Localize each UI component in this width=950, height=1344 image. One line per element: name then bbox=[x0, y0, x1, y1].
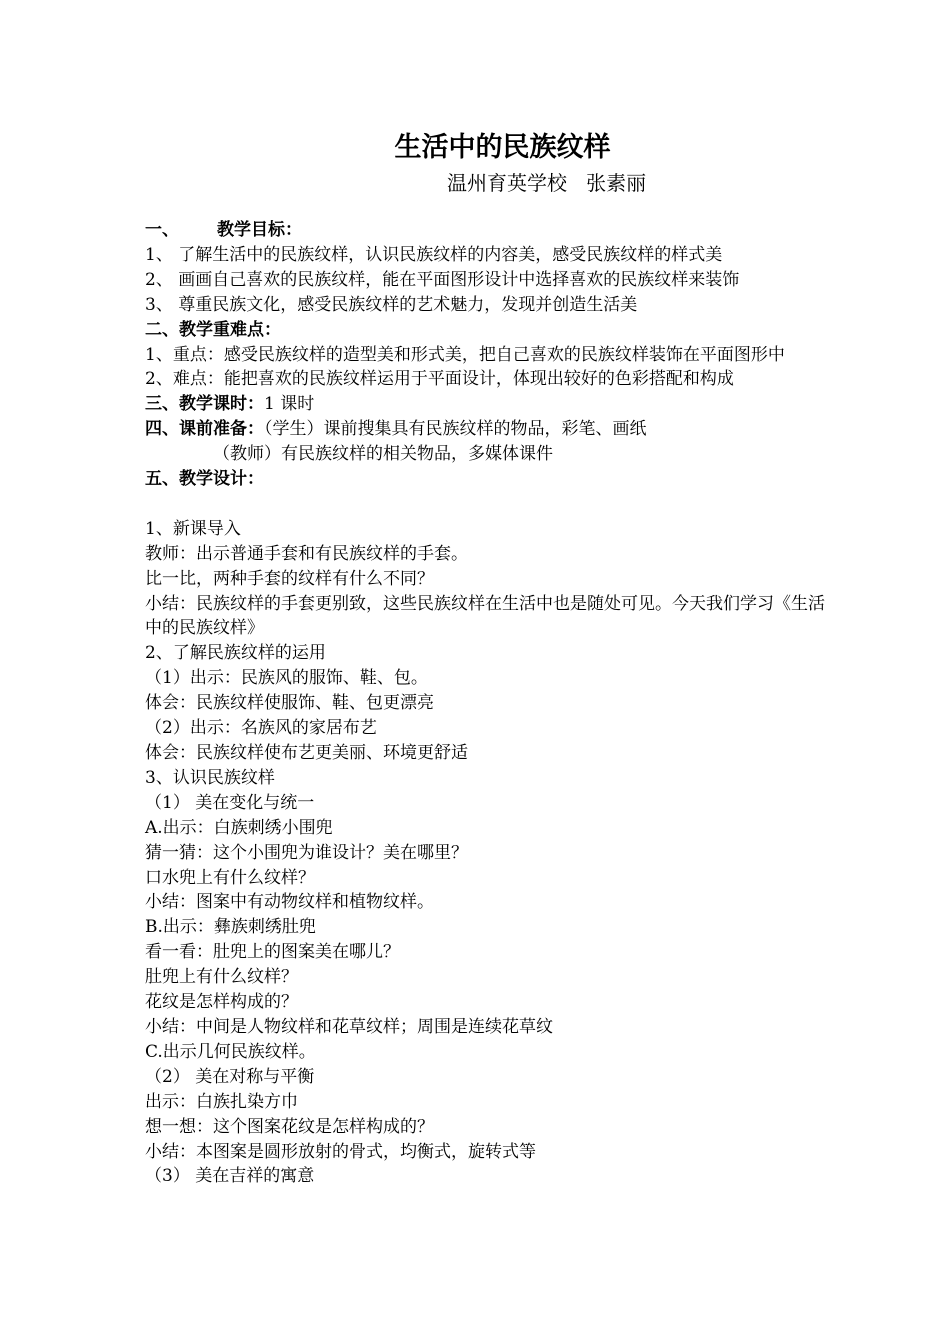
section-heading-key-points: 二、教学重难点： bbox=[145, 319, 281, 340]
preparation-students: （学生）课前搜集具有民族纹样的物品，彩笔、画纸 bbox=[264, 419, 647, 440]
blank-line bbox=[145, 492, 830, 517]
design-line: 小结：民族纹样的手套更别致，这些民族纹样在生活中也是随处可见。今天我们学习《生活中的民族纹样》 bbox=[145, 593, 825, 639]
goal-item: 3、 尊重民族文化，感受民族纹样的艺术魅力，发现并创造生活美 bbox=[145, 294, 638, 315]
design-line: 想一想：这个图案花纹是怎样构成的？ bbox=[145, 1116, 434, 1137]
design-line: 猜一猜：这个小围兜为谁设计？美在哪里？ bbox=[145, 842, 468, 863]
section-number: 一、 bbox=[145, 220, 179, 240]
goal-item: 2、 画画自己喜欢的民族纹样，能在平面图形设计中选择喜欢的民族纹样来装饰 bbox=[145, 269, 740, 290]
section-heading-goals bbox=[145, 218, 830, 243]
section-label: 四、课前准备： bbox=[145, 419, 264, 440]
design-line: 小结：中间是人物纹样和花草纹样；周围是连续花草纹 bbox=[145, 1016, 553, 1037]
key-point-item: 2、难点：能把喜欢的民族纹样运用于平面设计，体现出较好的色彩搭配和构成 bbox=[145, 369, 734, 390]
design-line: （2）出示：名族风的家居布艺 bbox=[145, 718, 377, 739]
design-line: 教师：出示普通手套和有民族纹样的手套。 bbox=[145, 543, 468, 564]
design-line: B.出示：彝族刺绣肚兜 bbox=[145, 917, 316, 938]
design-line: 3、认识民族纹样 bbox=[145, 767, 275, 788]
section-lesson-hours bbox=[145, 392, 830, 417]
design-line: 体会：民族纹样使服饰、鞋、包更漂亮 bbox=[145, 693, 434, 714]
design-line: （1） 美在变化与统一 bbox=[145, 792, 315, 813]
author-line: 温州育英学校 张素丽 bbox=[447, 171, 647, 195]
section-label: 教学目标： bbox=[217, 220, 302, 240]
design-line: 1、新课导入 bbox=[145, 518, 241, 539]
key-point-item: 1、重点：感受民族纹样的造型美和形式美，把自己喜欢的民族纹样装饰在平面图形中 bbox=[145, 344, 785, 365]
section-label: 三、教学课时： bbox=[145, 394, 264, 415]
design-line: （2） 美在对称与平衡 bbox=[145, 1066, 315, 1087]
design-line: （1）出示：民族风的服饰、鞋、包。 bbox=[145, 668, 428, 689]
design-line: C.出示几何民族纹样。 bbox=[145, 1041, 316, 1062]
design-line: 肚兜上有什么纹样？ bbox=[145, 967, 298, 988]
design-line: 口水兜上有什么纹样？ bbox=[145, 867, 315, 888]
design-line: 出示：白族扎染方巾 bbox=[145, 1091, 298, 1112]
document-title: 生活中的民族纹样 bbox=[394, 132, 611, 163]
design-line: 小结：本图案是圆形放射的骨式，均衡式，旋转式等 bbox=[145, 1141, 536, 1162]
lesson-hours-value: 1 课时 bbox=[264, 394, 315, 415]
design-line: 花纹是怎样构成的？ bbox=[145, 992, 298, 1013]
goal-item: 1、 了解生活中的民族纹样，认识民族纹样的内容美，感受民族纹样的样式美 bbox=[145, 244, 723, 265]
design-line: 2、了解民族纹样的运用 bbox=[145, 643, 326, 664]
section-preparation bbox=[145, 417, 830, 442]
design-line: 小结：图案中有动物纹样和植物纹样。 bbox=[145, 892, 434, 913]
preparation-teacher: （教师）有民族纹样的相关物品，多媒体课件 bbox=[213, 444, 553, 465]
design-line: 看一看：肚兜上的图案美在哪儿？ bbox=[145, 942, 400, 963]
design-line: A.出示：白族刺绣小围兜 bbox=[145, 817, 333, 838]
design-line: 体会：民族纹样使布艺更美丽、环境更舒适 bbox=[145, 743, 468, 764]
design-line: （3） 美在吉祥的寓意 bbox=[145, 1166, 315, 1187]
section-heading-design: 五、教学设计： bbox=[145, 469, 264, 490]
design-line: 比一比，两种手套的纹样有什么不同？ bbox=[145, 568, 434, 589]
